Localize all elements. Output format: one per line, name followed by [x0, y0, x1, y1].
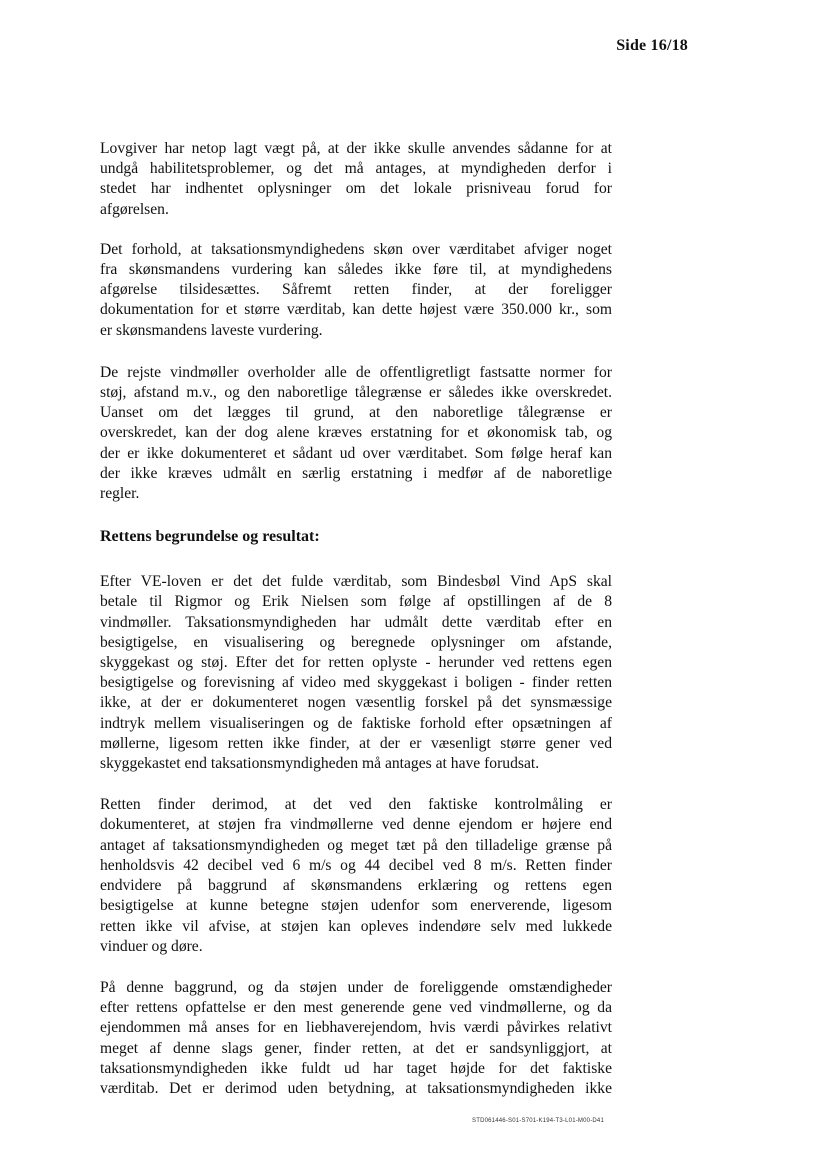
- text-line: meget af denne slags gener, finder retten, at det er sandsynliggjort, at: [100, 1039, 612, 1057]
- text-line: regler.: [100, 485, 140, 503]
- paragraph-5: [100, 795, 612, 957]
- text-line: afgørelsen.: [100, 200, 169, 218]
- text-line: støj, afstand m.v., og den naboretlige tålegrænse er således ikke overskredet.: [100, 384, 612, 402]
- text-line: der ikke kræves udmålt en særlig erstatning i medfør af de naboretlige: [100, 464, 612, 482]
- text-line: retten ikke vil afvise, at støjen kan opleves indendøre selv med lukkede: [100, 917, 612, 935]
- text-line: skyggekast og støj. Efter det for retten oplyste - herunder ved rettens egen: [100, 654, 612, 672]
- text-line: afgørelse tilsidesættes. Såfremt retten finder, at der foreligger: [100, 281, 612, 299]
- text-line: vinduer og døre.: [100, 937, 203, 955]
- paragraph-4: [100, 572, 612, 774]
- text-line: henholdsvis 42 decibel ved 6 m/s og 44 decibel ved 8 m/s. Retten finder: [100, 856, 612, 874]
- text-line: endvidere på baggrund af skønsmandens erklæring og rettens egen: [100, 877, 612, 895]
- text-line: skyggekastet end taksationsmyndigheden må antages at have forudsat.: [100, 755, 540, 773]
- text-line: besigtigelse og forevisning af video med skyggekast i boligen - finder retten: [100, 674, 612, 692]
- text-line: dokumentation for et større værditab, kan dette højest være 350.000 kr., som: [100, 301, 612, 319]
- text-line: undgå habilitetsproblemer, og det må antages, at myndigheden derfor i: [100, 160, 612, 178]
- text-line: fra skønsmandens vurdering kan således ikke føre til, at myndighedens: [100, 261, 612, 279]
- text-line: besigtigelse, en visualisering og beregnede oplysninger om afstande,: [100, 633, 612, 651]
- document-body: [100, 139, 612, 1099]
- section-heading: Rettens begrundelse og resultat:: [100, 528, 320, 546]
- text-line: værditab. Det er derimod uden betydning, at taksationsmyndigheden ikke: [100, 1079, 612, 1097]
- paragraph-3: [100, 363, 612, 504]
- paragraph-2: [100, 240, 612, 341]
- text-line: De rejste vindmøller overholder alle de offentligretligt fastsatte normer for: [100, 363, 612, 381]
- paragraph-1: [100, 139, 612, 220]
- text-line: er skønsmandens laveste vurdering.: [100, 321, 323, 339]
- text-line: Lovgiver har netop lagt vægt på, at der ikke skulle anvendes sådanne for at: [100, 140, 612, 157]
- paragraph-6: [100, 978, 612, 1099]
- text-line: taksationsmyndigheden ikke fuldt ud har taget højde for det faktiske: [100, 1059, 612, 1077]
- text-line: der er ikke dokumenteret et sådant ud over værditabet. Som følge heraf kan: [100, 444, 612, 462]
- text-line: På denne baggrund, og da støjen under de foreliggende omstændigheder: [100, 978, 612, 996]
- text-line: efter rettens opfattelse er den mest generende gene ved vindmøllerne, og da: [100, 999, 612, 1017]
- text-line: overskredet, kan der dog alene kræves erstatning for et økonomisk tab, og: [100, 424, 612, 442]
- text-line: Efter VE-loven er det det fulde værditab, som Bindesbøl Vind ApS skal: [100, 573, 612, 591]
- document-code: STD061446-S01-S701-K194-T3-L01-M00-D41: [472, 1118, 605, 1124]
- text-line: ejendommen må anses for en liebhaverejendom, hvis værdi påvirkes relativt: [100, 1019, 612, 1037]
- text-line: ikke, at der er dokumenteret nogen væsentlig forskel på det synsmæssige: [100, 694, 612, 712]
- text-line: stedet har indhentet oplysninger om det lokale prisniveau forud for: [100, 180, 612, 198]
- text-line: Det forhold, at taksationsmyndighedens skøn over værditabet afviger noget: [100, 240, 612, 258]
- text-line: Uanset om det lægges til grund, at den naboretlige tålegrænse er: [100, 404, 612, 422]
- text-line: indtryk mellem visualiseringen og de faktiske forhold efter opsætningen af: [100, 714, 612, 732]
- page-number: Side 16/18: [616, 37, 688, 54]
- text-line: vindmøller. Taksationsmyndigheden har udmålt dette værditab efter en: [100, 613, 612, 631]
- text-line: dokumenteret, at støjen fra vindmøllerne ved denne ejendom er højere end: [100, 816, 612, 834]
- text-line: Retten finder derimod, at det ved den faktiske kontrolmåling er: [100, 796, 612, 814]
- text-line: besigtigelse at kunne betegne støjen udenfor som enerverende, ligesom: [100, 897, 612, 915]
- text-line: antaget af taksationsmyndigheden og meget tæt på den tilladelige grænse på: [100, 836, 612, 854]
- text-line: betale til Rigmor og Erik Nielsen som følge af opstillingen af de 8: [100, 593, 612, 611]
- text-line: møllerne, ligesom retten ikke finder, at der er væsenligt større gener ved: [100, 734, 612, 752]
